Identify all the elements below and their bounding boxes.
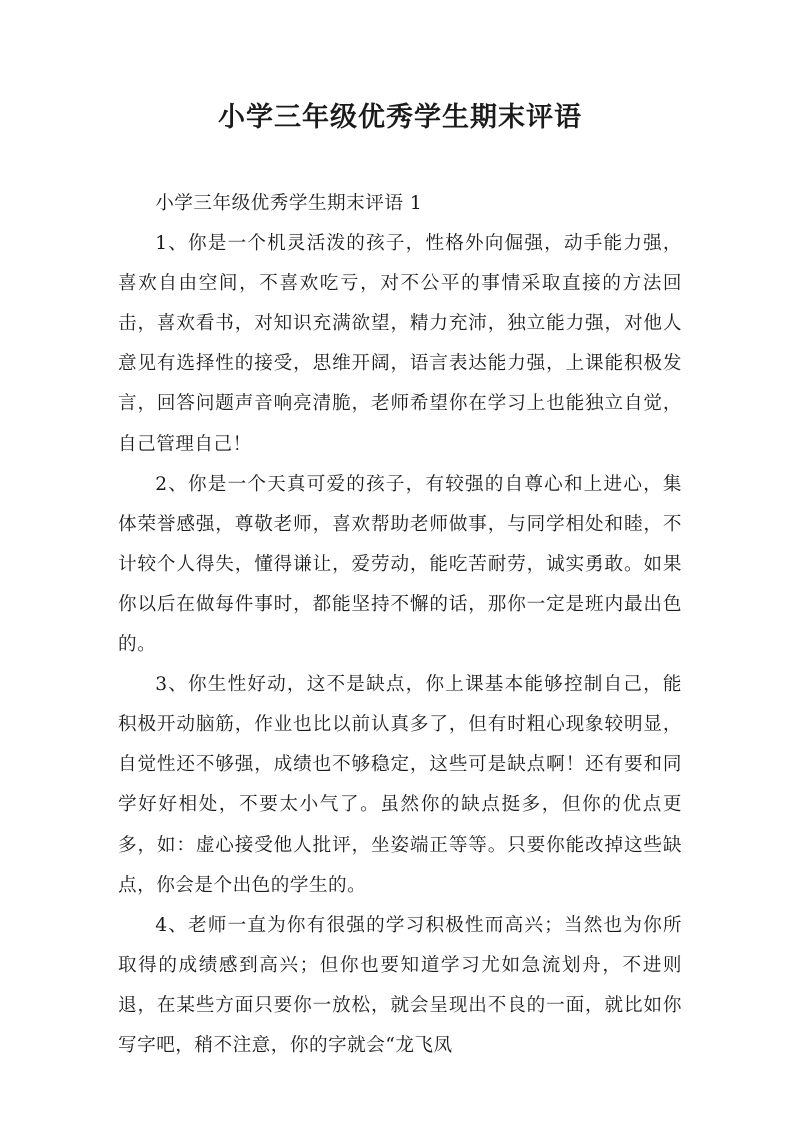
section-heading: 小学三年级优秀学生期末评语 1 xyxy=(155,193,423,214)
document-title: 小学三年级优秀学生期末评语 xyxy=(218,102,582,133)
paragraph-3: 3、你生性好动，这不是缺点，你上课基本能够控制自己，能积极开动脑筋，作业也比以前认真多了，但有时粗心现象较明显，自觉性还不够强，成绩也不够稳定，这些可是缺点啊！还有要和同学好好相处，不要太小气了。虽然你的缺点挺多，但你的优点更多，如：虚心接受他人批评，坐姿端正等等。只要你能改掉这些缺点，你会是个出色的学生的。 xyxy=(118,674,682,896)
paragraph-2: 2、你是一个天真可爱的孩子，有较强的自尊心和上进心，集体荣誉感强，尊敬老师，喜欢帮助老师做事，与同学相处和睦，不计较个人得失，懂得谦让，爱劳动，能吃苦耐劳，诚实勇敢。如果你以后在做每件事时，都能坚持不懈的话，那你一定是班内最出色的。 xyxy=(118,473,682,656)
paragraph-1: 1、你是一个机灵活泼的孩子，性格外向倔强，动手能力强，喜欢自由空间，不喜欢吃亏，对不公平的事情采取直接的方法回击，喜欢看书，对知识充满欲望，精力充沛，独立能力强，对他人意见有选择性的接受，思维开阔，语言表达能力强，上课能积极发言，回答问题声音响亮清脆，老师希望你在学习上也能独立自觉，自己管理自己！ xyxy=(118,233,682,455)
paragraph-4: 4、老师一直为你有很强的学习积极性而高兴；当然也为你所取得的成绩感到高兴；但你也要知道学习尤如急流划舟，不进则退，在某些方面只要你一放松，就会呈现出不良的一面，就比如你写字吧，稍不注意，你的字就会“龙飞凤 xyxy=(118,914,682,1056)
document-body xyxy=(118,184,682,1066)
